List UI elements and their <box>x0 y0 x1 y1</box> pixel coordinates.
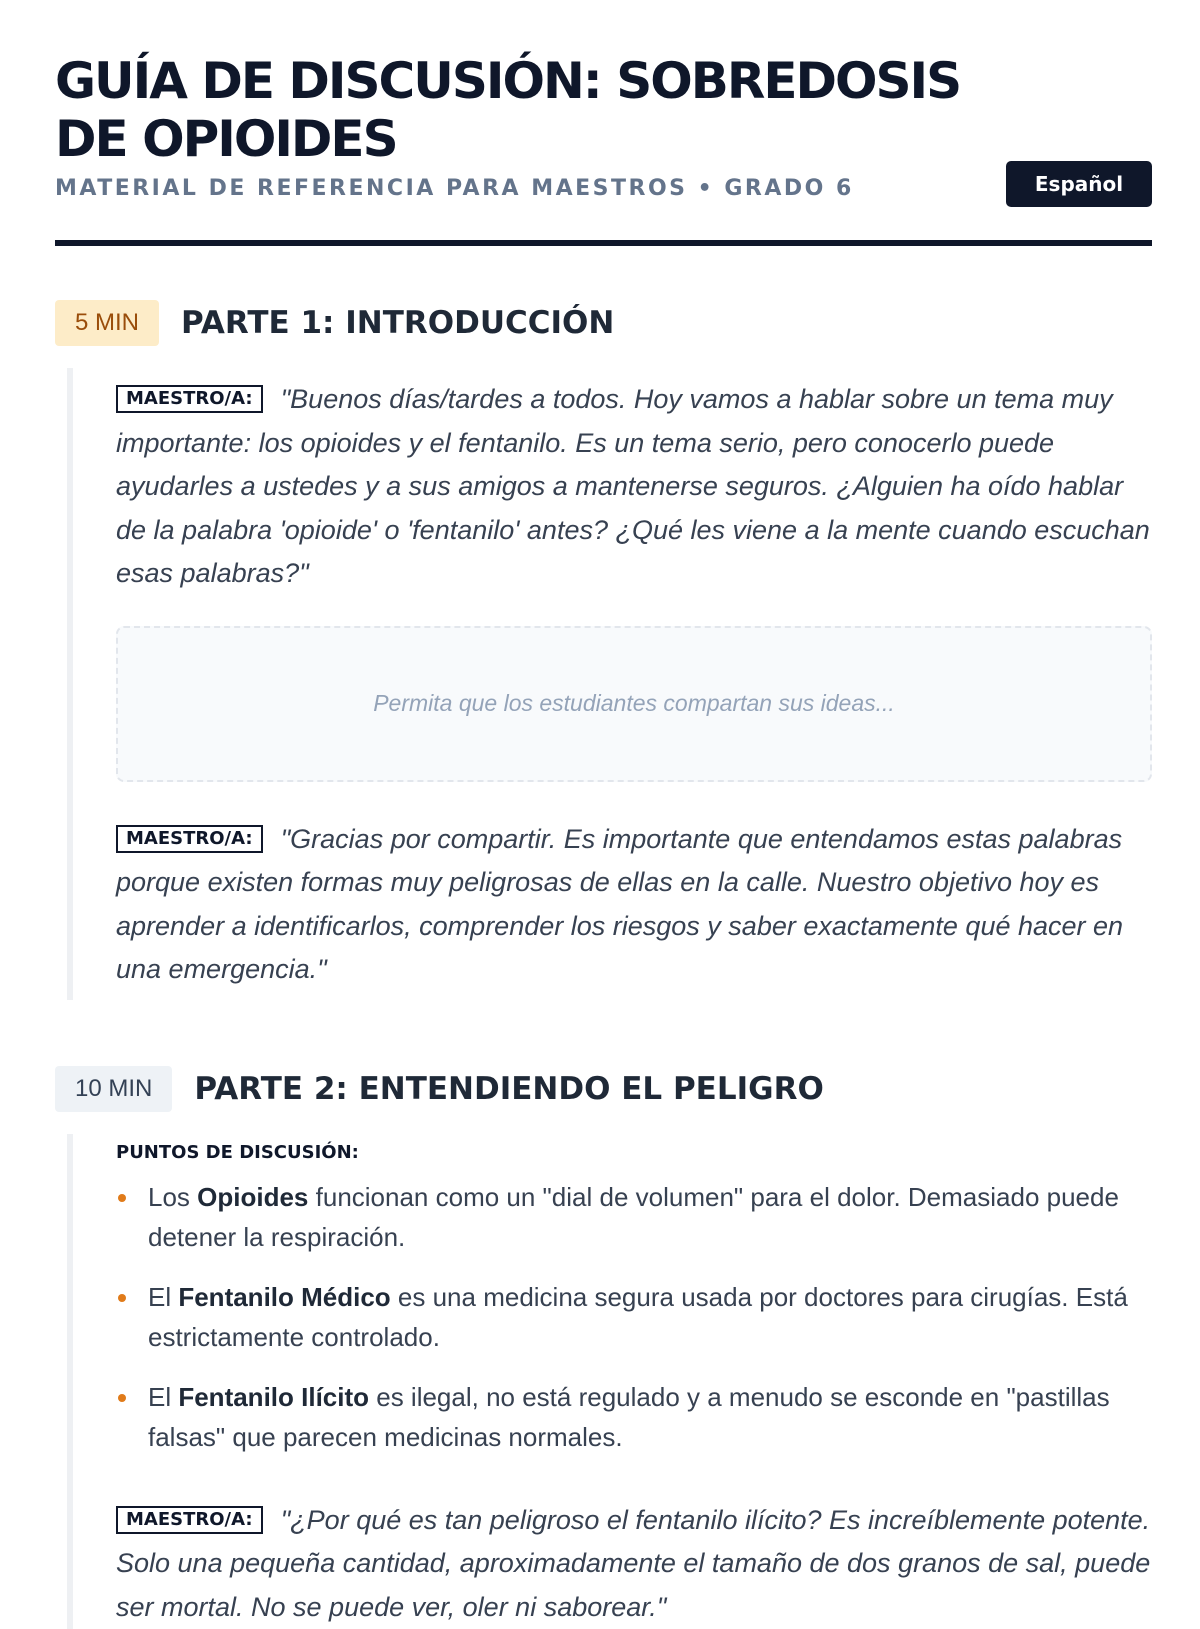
section-1-body <box>67 368 1152 1000</box>
list-item: El Fentanilo Ilícito es ilegal, no está regulado y a menudo se esconde en "pastillas falsas" que parecen medicinas normales. <box>116 1377 1152 1457</box>
teacher-label: MAESTRO/A: <box>116 385 263 413</box>
page-title: GUÍA DE DISCUSIÓN: SOBREDOSIS DE OPIOIDES <box>55 52 995 168</box>
bullet-icon <box>118 1394 126 1402</box>
bullet-icon <box>118 1294 126 1302</box>
page-header <box>55 0 1152 246</box>
bullet-icon <box>118 1194 126 1202</box>
teacher-speech <box>116 378 1152 596</box>
speech-text: "¿Por qué es tan peligroso el fentanilo ilícito? Es increíblemente potente. Solo una pequeña cantidad, aproximadamente el tamaño de dos granos de sal, puede ser mortal. No se puede ver, oler ni saborear." <box>116 1505 1150 1622</box>
time-badge: 5 MIN <box>55 300 159 346</box>
key-term: Opioides <box>197 1182 308 1212</box>
speech-text: "Gracias por compartir. Es importante que entendamos estas palabras porque existen formas muy peligrosas de ellas en la calle. Nuestro objetivo hoy es aprender a identificarlos, comprender los riesgos y saber exactamente qué hacer en una emergencia." <box>116 824 1123 985</box>
teacher-speech <box>116 818 1152 992</box>
list-item: Los Opioides funcionan como un "dial de volumen" para el dolor. Demasiado puede detener la respiración. <box>116 1177 1152 1257</box>
teacher-label: MAESTRO/A: <box>116 1506 263 1534</box>
key-term: Fentanilo Ilícito <box>178 1382 369 1412</box>
section-title: PARTE 1: INTRODUCCIÓN <box>181 305 614 341</box>
discussion-points-heading: PUNTOS DE DISCUSIÓN: <box>116 1142 1152 1163</box>
page-subtitle: MATERIAL DE REFERENCIA PARA MAESTROS • GRADO 6 <box>55 176 854 201</box>
language-button[interactable]: Español <box>1006 161 1152 207</box>
placeholder-text: Permita que los estudiantes compartan sus ideas... <box>373 690 895 717</box>
section-1-header <box>55 300 1152 346</box>
section-part-2 <box>55 1066 1152 1629</box>
list-item: El Fentanilo Médico es una medicina segura usada por doctores para cirugías. Está estrictamente controlado. <box>116 1277 1152 1357</box>
section-title: PARTE 2: ENTENDIENDO EL PELIGRO <box>194 1071 823 1107</box>
student-response-box <box>116 626 1152 782</box>
section-2-header <box>55 1066 1152 1112</box>
section-2-body <box>67 1134 1152 1629</box>
speech-text: "Buenos días/tardes a todos. Hoy vamos a hablar sobre un tema muy importante: los opioides y el fentanilo. Es un tema serio, pero conocerlo puede ayudarles a ustedes y a sus amigos a mantenerse seguros. ¿Alguien ha oído hablar de la palabra 'opioide' o 'fentanilo' antes? ¿Qué les viene a la mente cuando escuchan esas palabras?" <box>116 384 1150 588</box>
discussion-points-list <box>116 1177 1152 1457</box>
time-badge: 10 MIN <box>55 1066 172 1112</box>
key-term: Fentanilo Médico <box>178 1282 390 1312</box>
section-part-1 <box>55 300 1152 1000</box>
teacher-label: MAESTRO/A: <box>116 825 263 853</box>
teacher-speech <box>116 1499 1152 1629</box>
